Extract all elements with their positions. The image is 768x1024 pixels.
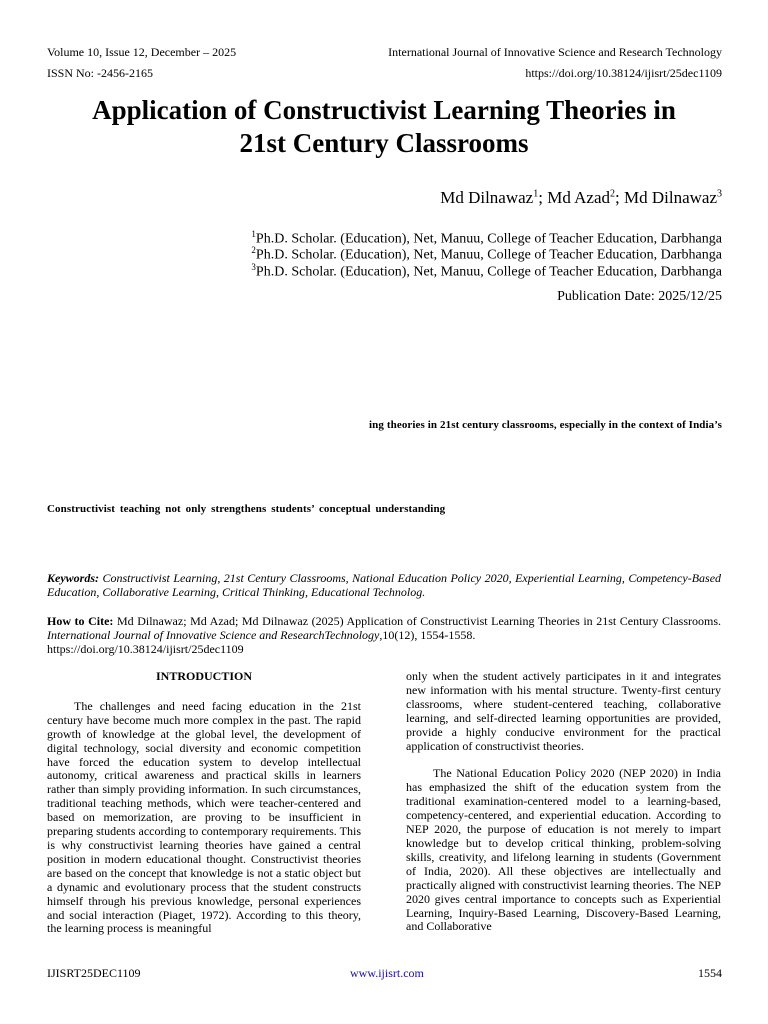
author-1-sup: 1 — [533, 188, 539, 200]
author-3-sup: 3 — [717, 188, 722, 200]
doi-link[interactable]: https://doi.org/10.38124/ijisrt/25dec1109 — [525, 66, 722, 80]
issn: ISSN No: -2456-2165 — [47, 66, 154, 80]
intro-paragraph-1-continued: only when the student actively participates in it and integrates new information with his mental structure. Twenty-first century classrooms, where student-centered teaching, collaborative learning, and self-directed learning opportunities are provided, provide a highly conducive environment for the practical application of constructivist theories. — [406, 669, 721, 753]
intro-paragraph-2: The National Education Policy 2020 (NEP 2020) in India has emphasized the shift of the education system from the traditional examination-centered model to a learning-based, competency-centered, and experiential education. According to NEP 2020, the purpose of education is not merely to impart knowledge but to develop critical thinking, problem-solving skills, creativity, and lifelong learning in students (Government of India, 2020). All these objectives are intellectually and practically aligned with constructivist learning theories. The NEP 2020 gives central importance to concepts such as Experiential Learning, Inquiry-Based Learning, Discovery-Based Learning, and Collaborative — [406, 766, 721, 934]
citation-journal: International Journal of Innovative Science and ResearchTechnology — [47, 628, 380, 642]
affiliation-3-text: Ph.D. Scholar. (Education), Net, Manuu, College of Teacher Education, Darbhanga — [255, 264, 722, 280]
volume-issue: Volume 10, Issue 12, December – 2025 — [47, 45, 237, 59]
how-to-cite — [47, 614, 721, 656]
author-2-sup: 2 — [610, 188, 616, 200]
paper-title — [40, 94, 728, 160]
title-line-2: 21st Century Classrooms — [239, 128, 529, 158]
author-3: ; Md Dilnawaz — [615, 188, 717, 207]
introduction-heading: INTRODUCTION — [155, 669, 252, 683]
citation-text-2: ,10(12), 1554-1558. — [379, 628, 476, 642]
abstract-fragment-1: ing theories in 21st century classrooms, especially in the context of India’s — [369, 419, 722, 431]
keywords — [47, 571, 721, 599]
affiliation-1-text: Ph.D. Scholar. (Education), Net, Manuu, College of Teacher Education, Darbhanga — [255, 231, 722, 247]
affiliation-3 — [251, 259, 722, 281]
affiliation-1-sup: 1 — [251, 229, 256, 239]
affiliation-2-text: Ph.D. Scholar. (Education), Net, Manuu, College of Teacher Education, Darbhanga — [255, 247, 722, 263]
intro-paragraph-1: The challenges and need facing education in the 21st century have become much more complex in the past. The rapid growth of knowledge at the global level, the development of digital technology, social diversity and economic competition have forced the education system to develop intellectual autonomy, critical awareness and practical skills in learners rather than simply providing information. In such circumstances, traditional teaching methods, which were teacher-centered and based on memorization, are proving to be insufficient in preparing students according to contemporary requirements. This is why constructivist learning theories have gained a central position in modern educational thought. Constructivist theories are based on the concept that knowledge is not a static object but a dynamic and evolutionary process that the student constructs himself through his previous knowledge, personal experiences and social interaction (Piaget, 1972). According to this theory, the learning process is meaningful — [47, 698, 361, 936]
affiliation-3-sup: 3 — [251, 262, 256, 272]
left-column — [47, 670, 361, 936]
author-1: Md Dilnawaz — [440, 188, 534, 207]
title-line-1: Application of Constructivist Learning Theories in — [92, 95, 676, 125]
journal-name: International Journal of Innovative Science and Research Technology — [388, 45, 722, 59]
citation-label: How to Cite: — [47, 614, 114, 628]
page-number: 1554 — [698, 966, 722, 980]
keywords-text: Constructivist Learning, 21st Century Classrooms, National Education Policy 2020, Experiential Learning, Competency-Based Education, Collaborative Learning, Critical Thinking, Educational Technolog. — [47, 571, 722, 599]
citation-text-1: Md Dilnawaz; Md Azad; Md Dilnawaz (2025) Application of Constructivist Learning Theories in 21st Century Classrooms. — [113, 614, 721, 628]
citation-url[interactable]: https://doi.org/10.38124/ijisrt/25dec1109 — [47, 642, 244, 656]
author-2: ; Md Azad — [538, 188, 611, 207]
footer-paper-id: IJISRT25DEC1109 — [47, 966, 141, 980]
right-column — [406, 670, 721, 934]
authors — [440, 188, 722, 208]
publication-date: Publication Date: 2025/12/25 — [557, 289, 722, 304]
keywords-label: Keywords: — [47, 571, 99, 585]
affiliation-2-sup: 2 — [251, 245, 256, 255]
abstract-fragment-2: Constructivist teaching not only strengthens students’ conceptual understanding — [47, 503, 446, 515]
footer-site-link[interactable]: www.ijisrt.com — [350, 966, 424, 980]
